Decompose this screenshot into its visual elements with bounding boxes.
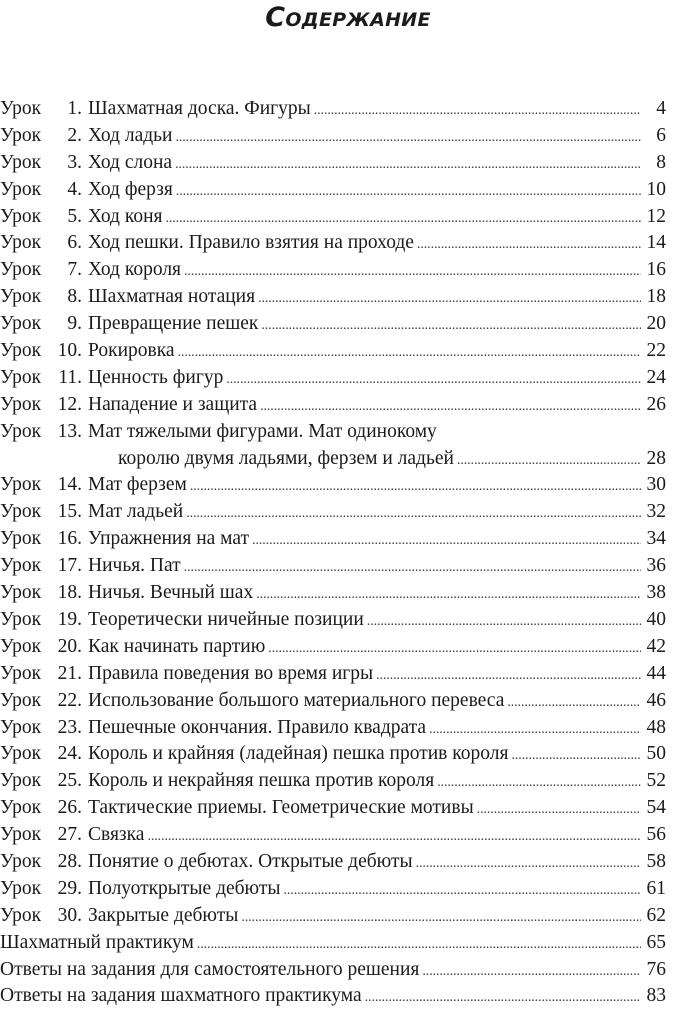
page-number: 18 <box>646 286 666 308</box>
lesson-number: 21. <box>57 662 82 684</box>
lesson-word: Урок <box>0 528 42 550</box>
toc-entry <box>0 150 666 177</box>
lesson-number: 26. <box>57 797 82 819</box>
lesson-word: Урок <box>0 205 42 227</box>
toc-line <box>88 311 666 339</box>
toc-entry <box>0 741 666 768</box>
page-number: 54 <box>646 797 666 819</box>
toc-line <box>88 499 666 527</box>
entry-title: Нападение и защита <box>88 393 258 415</box>
lesson-number: 17. <box>57 555 82 577</box>
lesson-number: 5. <box>67 205 82 227</box>
lesson-word: Урок <box>0 366 42 388</box>
entry-title: Ход коня <box>88 205 163 227</box>
page-title: Содержание <box>265 2 431 33</box>
toc-line <box>88 230 666 258</box>
entry-title: Связка <box>88 824 145 846</box>
page-number: 20 <box>646 313 666 335</box>
dot-leader <box>261 313 641 339</box>
page-number: 52 <box>646 770 666 792</box>
toc-entry <box>0 419 666 473</box>
page-number: 16 <box>646 259 666 281</box>
dot-leader <box>186 501 641 527</box>
page-number: 76 <box>646 958 666 980</box>
toc-line <box>88 580 666 608</box>
lesson-word: Урок <box>0 232 42 254</box>
toc-entry <box>0 96 666 123</box>
toc-line <box>88 903 666 931</box>
page-number: 62 <box>646 904 666 926</box>
entry-title: королю двумя ладьями, ферзем и ладьей <box>118 447 454 469</box>
lesson-number: 18. <box>57 582 82 604</box>
toc-entry <box>0 607 666 634</box>
dot-leader <box>258 286 641 312</box>
toc-line <box>88 876 666 904</box>
table-of-contents <box>0 96 666 1010</box>
lesson-number: 1. <box>67 98 82 119</box>
page-number: 83 <box>646 985 666 1007</box>
toc-entry <box>0 392 666 419</box>
entry-title: Полуоткрытые дебюты <box>88 877 281 899</box>
page-number: 46 <box>646 689 666 711</box>
lesson-number: 15. <box>57 501 82 523</box>
lesson-word: Урок <box>0 474 42 496</box>
page-number: 10 <box>646 178 666 200</box>
lesson-word: Урок <box>0 582 42 604</box>
lesson-word: Урок <box>0 259 42 281</box>
toc-entry <box>0 634 666 661</box>
entry-title: Король и крайняя (ладейная) пешка против короля <box>88 743 509 765</box>
lesson-number: 8. <box>67 286 82 308</box>
lesson-word: Урок <box>0 662 42 684</box>
toc-line <box>88 661 666 689</box>
toc-entry <box>0 311 666 338</box>
toc-line <box>0 983 666 1011</box>
lesson-word: Урок <box>0 743 42 765</box>
entry-title: Пешечные окончания. Правило квадрата <box>88 716 427 738</box>
toc-line <box>88 204 666 232</box>
lesson-word: Урок <box>0 178 42 200</box>
lesson-word: Урок <box>0 286 42 308</box>
lesson-number: 3. <box>67 151 82 173</box>
lesson-word: Урок <box>0 824 42 846</box>
page-number: 8 <box>656 151 666 173</box>
entry-title: Король и некрайняя пешка против короля <box>88 770 435 792</box>
lesson-word: Урок <box>0 850 42 872</box>
toc-line <box>0 957 666 985</box>
lesson-number: 12. <box>57 393 82 415</box>
dot-leader <box>268 636 641 662</box>
lesson-word: Урок <box>0 904 42 926</box>
page-number: 38 <box>646 582 666 604</box>
entry-title: Ход слона <box>88 151 173 173</box>
toc-entry <box>0 957 666 984</box>
page-number: 56 <box>646 824 666 846</box>
page-number: 12 <box>646 205 666 227</box>
lesson-word: Урок <box>0 340 42 362</box>
dot-leader <box>457 448 641 474</box>
entry-title: Ход ладьи <box>88 124 173 146</box>
toc-entry <box>0 661 666 688</box>
lesson-word: Урок <box>0 124 42 146</box>
page-number: 34 <box>646 528 666 550</box>
toc-line <box>88 822 666 850</box>
page-number: 6 <box>656 124 666 146</box>
entry-title: Ценность фигур <box>88 366 224 388</box>
lesson-number: 20. <box>57 635 82 657</box>
lesson-number: 23. <box>57 716 82 738</box>
lesson-number: 11. <box>58 366 82 388</box>
lesson-number: 16. <box>57 528 82 550</box>
page-number: 28 <box>646 447 666 469</box>
toc-entry <box>0 822 666 849</box>
page-number: 32 <box>646 501 666 523</box>
lesson-number: 29. <box>57 877 82 899</box>
lesson-number: 9. <box>67 313 82 335</box>
entry-title: Ничья. Вечный шах <box>88 582 254 604</box>
page-number: 50 <box>646 743 666 765</box>
dot-leader <box>256 582 641 608</box>
entry-title: Шахматная нотация <box>88 286 256 308</box>
entry-title: Понятие о дебютах. Открытые дебюты <box>88 850 413 872</box>
lesson-number: 28. <box>57 850 82 872</box>
toc-line <box>88 365 666 393</box>
dot-leader <box>284 878 642 904</box>
lesson-number: 14. <box>57 474 82 496</box>
toc-line <box>118 446 666 474</box>
lesson-number: 13. <box>57 420 82 442</box>
toc-entry <box>0 688 666 715</box>
toc-entry <box>0 177 666 204</box>
toc-line <box>88 123 666 151</box>
dot-leader <box>184 259 641 285</box>
lesson-word: Урок <box>0 635 42 657</box>
toc-entry <box>0 365 666 392</box>
lesson-number: 24. <box>57 743 82 765</box>
dot-leader <box>376 663 641 689</box>
entry-title: Шахматная доска. Фигуры <box>88 98 311 119</box>
page-number: 4 <box>656 98 666 119</box>
dot-leader <box>252 528 641 554</box>
lesson-word: Урок <box>0 797 42 819</box>
toc-entry <box>0 768 666 795</box>
page-number: 40 <box>646 608 666 630</box>
toc-entry <box>0 204 666 231</box>
toc-entry <box>0 930 666 957</box>
toc-line <box>88 553 666 581</box>
lesson-word: Урок <box>0 689 42 711</box>
lesson-number: 22. <box>57 689 82 711</box>
toc-entry <box>0 284 666 311</box>
entry-title: Упражнения на мат <box>88 528 250 550</box>
toc-line <box>88 526 666 554</box>
lesson-word: Урок <box>0 420 42 442</box>
entry-title: Ответы на задания для самостоятельного решения <box>0 958 420 980</box>
toc-entry <box>0 338 666 365</box>
lesson-number: 4. <box>67 178 82 200</box>
lesson-word: Урок <box>0 393 42 415</box>
toc-entry <box>0 903 666 930</box>
page-number: 22 <box>646 340 666 362</box>
toc-entry <box>0 526 666 553</box>
page-number: 61 <box>646 877 666 899</box>
dot-leader <box>416 851 641 877</box>
dot-leader <box>197 932 641 958</box>
page-number: 36 <box>646 555 666 577</box>
dot-leader <box>190 474 641 500</box>
lesson-number: 27. <box>57 824 82 846</box>
toc-line <box>88 607 666 635</box>
toc-line <box>88 392 666 420</box>
toc-entry <box>0 715 666 742</box>
toc-line <box>88 338 666 366</box>
toc-line <box>88 257 666 285</box>
page-number: 26 <box>646 393 666 415</box>
dot-leader <box>241 905 641 931</box>
entry-title: Мат тяжелыми фигурами. Мат одинокому <box>88 420 437 442</box>
lesson-number: 2. <box>67 124 82 146</box>
lesson-word: Урок <box>0 770 42 792</box>
lesson-word: Урок <box>0 501 42 523</box>
toc-entry <box>0 257 666 284</box>
toc-entry <box>0 849 666 876</box>
toc-line <box>88 177 666 205</box>
entry-title: Закрытые дебюты <box>88 904 239 926</box>
lesson-number: 19. <box>57 608 82 630</box>
toc-entry <box>0 499 666 526</box>
entry-title: Мат ферзем <box>88 474 187 496</box>
entry-title: Как начинать партию <box>88 635 266 657</box>
toc-line <box>88 795 666 823</box>
entry-title: Тактические приемы. Геометрические мотивы <box>88 797 474 819</box>
dot-leader <box>175 152 641 178</box>
toc-line <box>88 284 666 312</box>
dot-leader <box>429 717 641 743</box>
dot-leader <box>314 98 641 124</box>
lesson-word: Урок <box>0 608 42 630</box>
lesson-word: Урок <box>0 555 42 577</box>
entry-title: Использование большого материального перевеса <box>88 689 505 711</box>
dot-leader <box>147 824 641 850</box>
toc-line <box>0 930 666 958</box>
page-number: 14 <box>646 232 666 254</box>
dot-leader <box>367 609 641 635</box>
toc-entry <box>0 230 666 257</box>
toc-line <box>88 688 666 716</box>
toc-line <box>88 96 666 124</box>
entry-title: Теоретически ничейные позиции <box>88 608 364 630</box>
lesson-number: 10. <box>57 340 82 362</box>
toc-entry <box>0 876 666 903</box>
toc-entry <box>0 983 666 1010</box>
dot-leader <box>477 797 641 823</box>
dot-leader <box>260 394 641 420</box>
page-number: 58 <box>646 850 666 872</box>
entry-title: Ответы на задания шахматного практикума <box>0 985 362 1007</box>
dot-leader <box>437 770 641 796</box>
page-number: 44 <box>646 662 666 684</box>
dot-leader <box>165 206 641 232</box>
lesson-word: Урок <box>0 877 42 899</box>
page-number: 24 <box>646 366 666 388</box>
toc-line <box>88 634 666 662</box>
toc-entry <box>0 580 666 607</box>
lesson-word: Урок <box>0 98 42 119</box>
dot-leader <box>175 125 641 151</box>
toc-entry <box>0 123 666 150</box>
dot-leader <box>184 555 641 581</box>
lesson-word: Урок <box>0 313 42 335</box>
toc-line <box>88 849 666 877</box>
dot-leader <box>511 743 641 769</box>
toc-line <box>88 472 666 500</box>
entry-title: Рокировка <box>88 340 175 362</box>
entry-title: Ход пешки. Правило взятия на проходе <box>88 232 414 254</box>
dot-leader <box>226 367 641 393</box>
lesson-number: 30. <box>57 904 82 926</box>
dot-leader <box>365 985 641 1011</box>
page-number: 30 <box>646 474 666 496</box>
entry-title: Мат ладьей <box>88 501 184 523</box>
lesson-number: 6. <box>67 232 82 254</box>
toc-line <box>88 715 666 743</box>
dot-leader <box>417 232 641 258</box>
page-number: 42 <box>646 635 666 657</box>
entry-title: Ход короля <box>88 259 182 281</box>
lesson-number: 7. <box>67 259 82 281</box>
lesson-word: Урок <box>0 151 42 173</box>
entry-title: Ход ферзя <box>88 178 173 200</box>
lesson-number: 25. <box>57 770 82 792</box>
toc-line <box>88 150 666 178</box>
entry-title: Шахматный практикум <box>0 931 194 953</box>
dot-leader <box>422 959 641 985</box>
toc-entry <box>0 553 666 580</box>
toc-line <box>88 768 666 796</box>
page-number: 65 <box>646 931 666 953</box>
dot-leader <box>176 179 641 205</box>
entry-title: Превращение пешек <box>88 313 259 335</box>
toc-line <box>88 741 666 769</box>
dot-leader <box>178 340 641 366</box>
toc-entry <box>0 472 666 499</box>
dot-leader <box>507 690 641 716</box>
page-number: 48 <box>646 716 666 738</box>
toc-entry <box>0 795 666 822</box>
entry-title: Ничья. Пат <box>88 555 181 577</box>
lesson-word: Урок <box>0 716 42 738</box>
entry-title: Правила поведения во время игры <box>88 662 374 684</box>
